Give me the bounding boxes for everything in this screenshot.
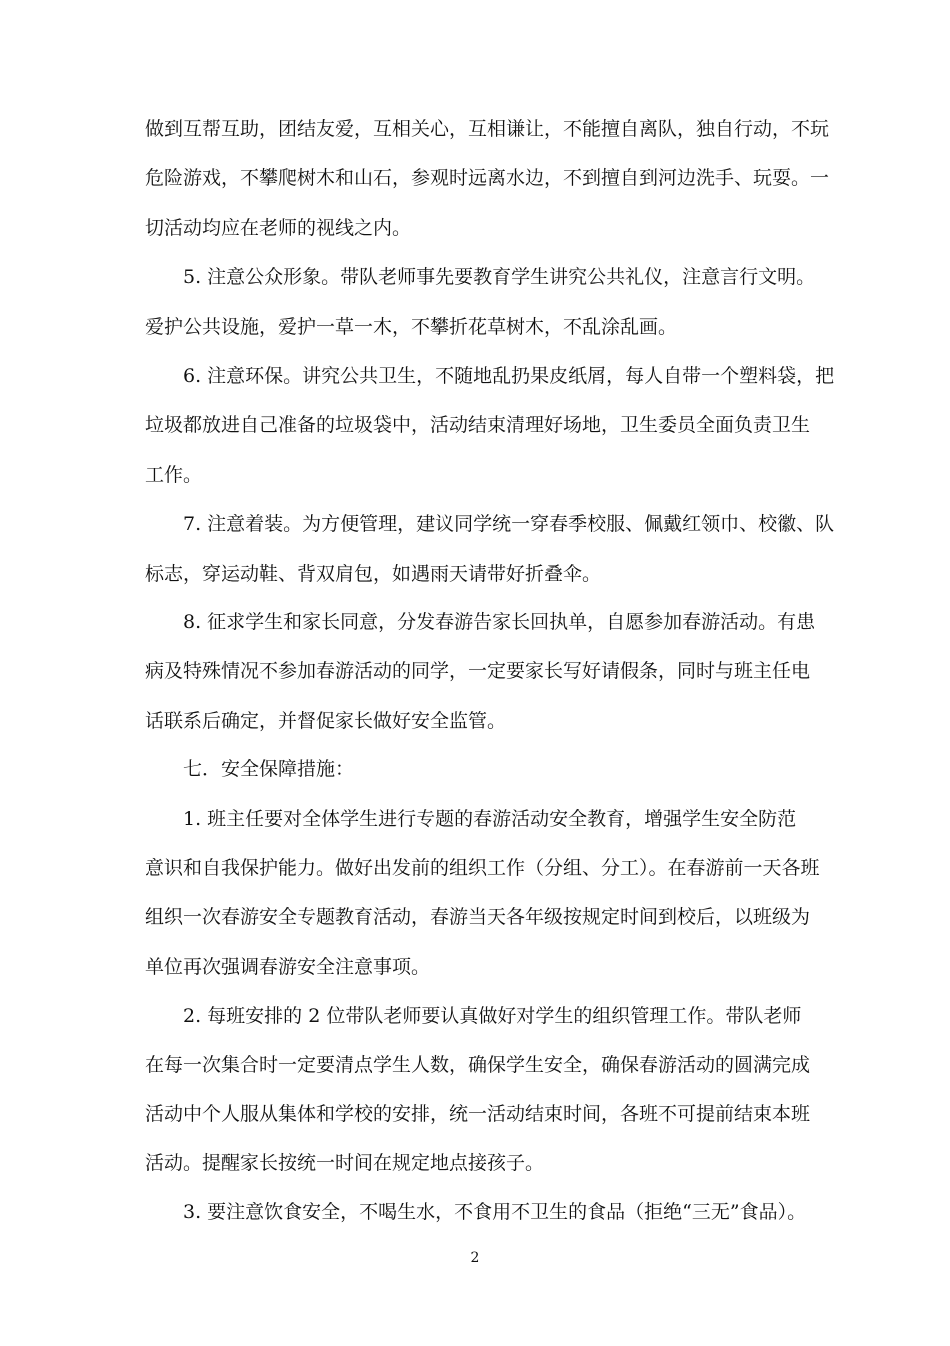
text-line: 做到互帮互助，团结友爱，互相关心，互相谦让，不能擅自离队，独自行动，不玩 (145, 118, 830, 140)
text-line: 1. 班主任要对全体学生进行专题的春游活动安全教育，增强学生安全防范 (183, 808, 797, 830)
text-line: 活动。提醒家长按统一时间在规定地点接孩子。 (145, 1152, 545, 1174)
text-line: 7. 注意着装。为方便管理，建议同学统一穿春季校服、佩戴红领巾、校徽、队 (183, 513, 835, 535)
text-line: 意识和自我保护能力。做好出发前的组织工作（分组、分工）。在春游前一天各班 (145, 857, 820, 879)
text-line: 单位再次强调春游安全注意事项。 (145, 956, 431, 978)
text-line: 3. 要注意饮食安全，不喝生水，不食用不卫生的食品（拒绝“三无”食品）。 (183, 1201, 807, 1223)
text-line: 病及特殊情况不参加春游活动的同学，一定要家长写好请假条，同时与班主任电 (145, 660, 811, 682)
text-line: 话联系后确定，并督促家长做好安全监管。 (145, 710, 507, 732)
section-heading: 七．安全保障措施： (183, 758, 355, 780)
text-line: 组织一次春游安全专题教育活动，春游当天各年级按规定时间到校后，以班级为 (145, 906, 811, 928)
text-line: 5. 注意公众形象。带队老师事先要教育学生讲究公共礼仪，注意言行文明。 (183, 266, 816, 288)
text-line: 8. 征求学生和家长同意，分发春游告家长回执单，自愿参加春游活动。有患 (183, 611, 816, 633)
text-line: 2. 每班安排的 2 位带队老师要认真做好对学生的组织管理工作。带队老师 (183, 1005, 802, 1027)
text-line: 在每一次集合时一定要清点学生人数，确保学生安全，确保春游活动的圆满完成 (145, 1054, 811, 1076)
text-line: 危险游戏，不攀爬树木和山石，参观时远离水边，不到擅自到河边洗手、玩耍。一 (145, 167, 830, 189)
page-number: 2 (470, 1250, 480, 1266)
text-line: 爱护公共设施，爱护一草一木，不攀折花草树木，不乱涂乱画。 (145, 316, 678, 338)
text-line: 工作。 (145, 464, 203, 486)
text-line: 切活动均应在老师的视线之内。 (145, 217, 412, 239)
text-line: 6. 注意环保。讲究公共卫生，不随地乱扔果皮纸屑，每人自带一个塑料袋，把 (183, 365, 835, 387)
text-line: 垃圾都放进自己准备的垃圾袋中，活动结束清理好场地，卫生委员全面负责卫生 (145, 414, 811, 436)
text-line: 标志，穿运动鞋、背双肩包，如遇雨天请带好折叠伞。 (145, 563, 602, 585)
text-line: 活动中个人服从集体和学校的安排，统一活动结束时间，各班不可提前结束本班 (145, 1103, 811, 1125)
